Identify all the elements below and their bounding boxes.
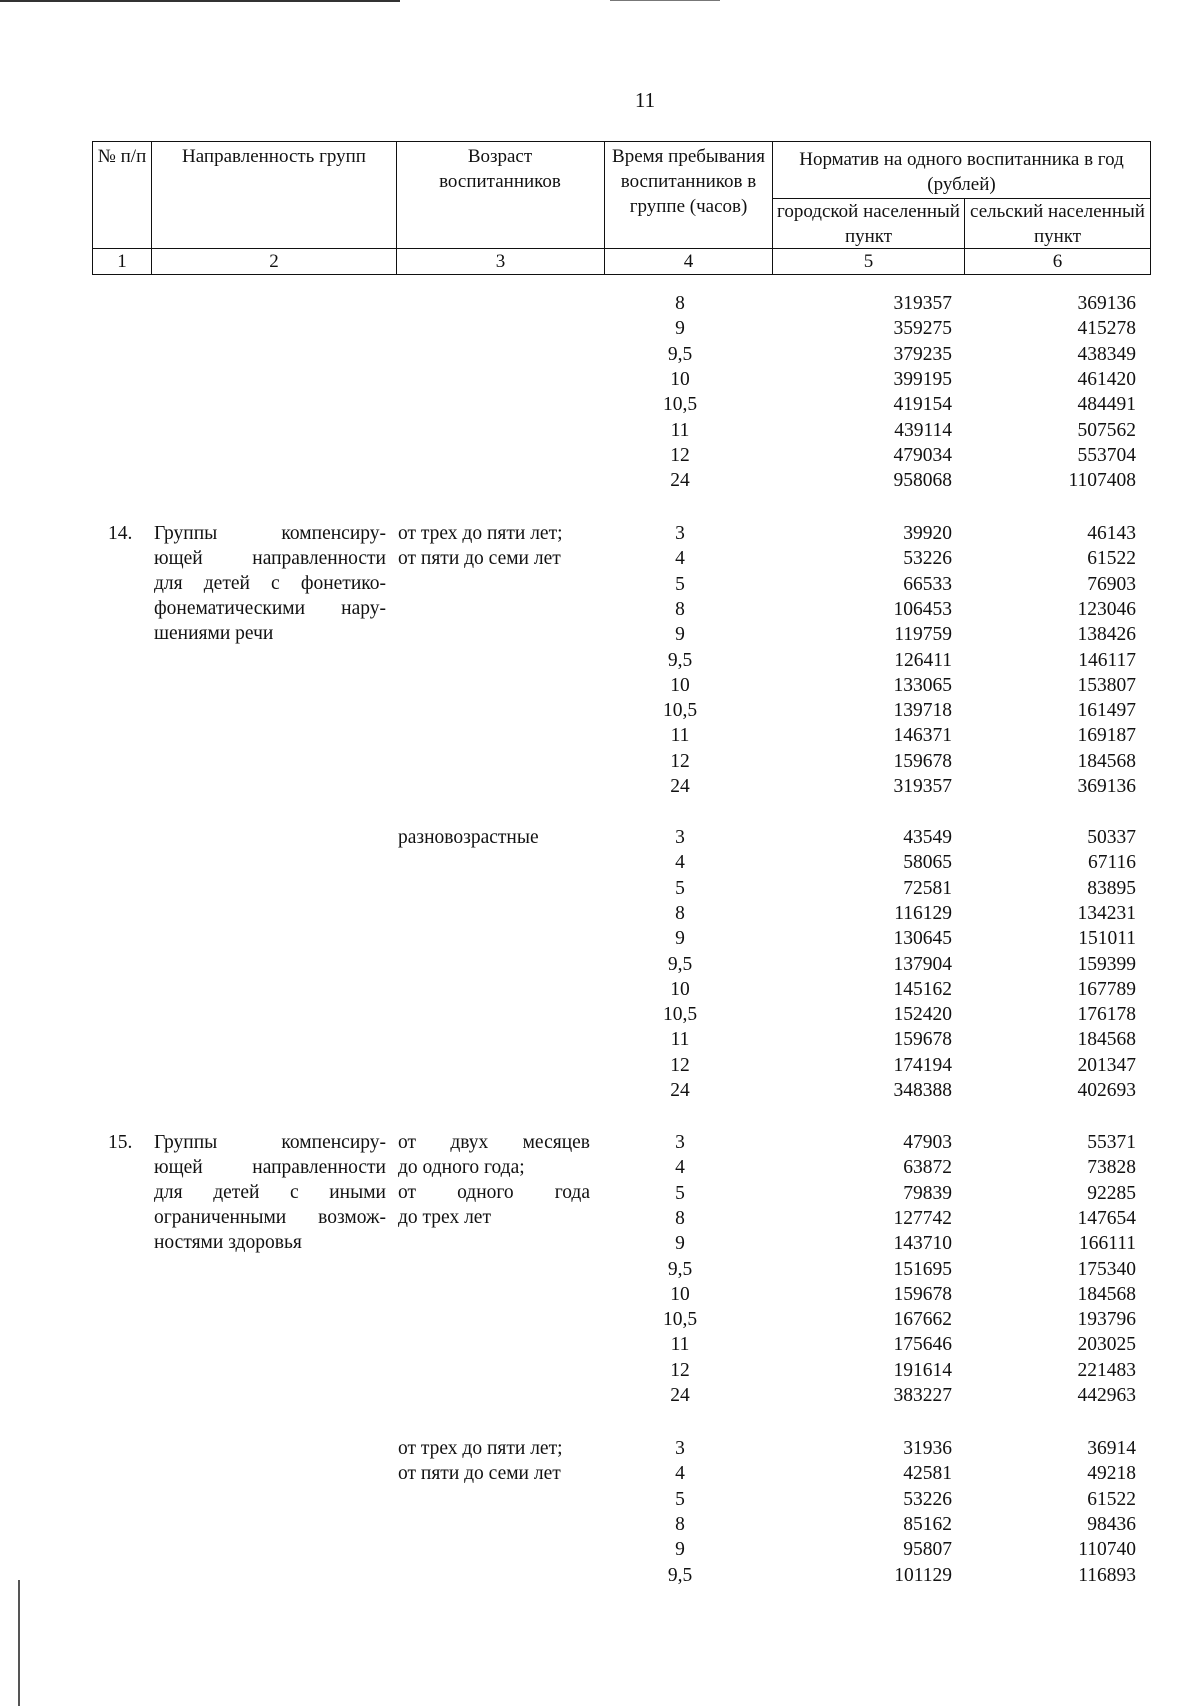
table-row xyxy=(0,622,1200,647)
rural-norm-cell: 147654 xyxy=(1077,1207,1136,1229)
urban-norm-cell: 359275 xyxy=(893,318,952,340)
urban-norm-cell: 85162 xyxy=(903,1513,952,1535)
urban-norm-cell: 53226 xyxy=(903,548,952,570)
rural-norm-cell: 161497 xyxy=(1077,700,1136,722)
rural-norm-cell: 221483 xyxy=(1077,1359,1136,1381)
rural-norm-cell: 67116 xyxy=(1087,852,1136,874)
rural-norm-cell: 50337 xyxy=(1087,827,1136,848)
hours-cell: 4 xyxy=(675,548,685,570)
table-header xyxy=(0,0,1200,290)
table-row xyxy=(0,1436,1200,1461)
urban-norm-cell: 319357 xyxy=(893,776,952,797)
header-colnum-4: 4 xyxy=(683,251,694,272)
header-top-border xyxy=(92,141,1150,142)
table-row xyxy=(0,1231,1200,1256)
urban-norm-cell: 79839 xyxy=(903,1182,952,1204)
rural-norm-cell: 167789 xyxy=(1077,978,1136,1000)
urban-norm-cell: 106453 xyxy=(893,598,952,620)
table-row xyxy=(0,572,1200,597)
rural-norm-cell: 134231 xyxy=(1077,902,1136,924)
rural-norm-cell: 110740 xyxy=(1078,1539,1136,1561)
rural-norm-cell: 166111 xyxy=(1078,1233,1136,1255)
urban-norm-cell: 31936 xyxy=(903,1438,952,1459)
rural-norm-cell: 369136 xyxy=(1077,776,1136,797)
rural-norm-cell: 461420 xyxy=(1077,368,1136,390)
group-direction-line: Группы компенсиру- xyxy=(154,1132,386,1153)
rural-norm-cell: 484491 xyxy=(1077,394,1136,416)
group-direction-line: ющей направленности xyxy=(154,1157,386,1178)
hours-cell: 8 xyxy=(675,1207,685,1229)
urban-norm-cell: 167662 xyxy=(893,1309,952,1331)
header-direction: Направленность групп xyxy=(182,146,366,167)
hours-cell: 3 xyxy=(675,1438,685,1459)
rural-norm-cell: 98436 xyxy=(1087,1513,1136,1535)
hours-cell: 12 xyxy=(670,444,690,466)
urban-norm-cell: 53226 xyxy=(903,1488,952,1510)
hours-cell: 9,5 xyxy=(667,649,693,671)
header-colnum-1: 1 xyxy=(117,251,127,272)
group-direction-line: фонематическими нару- xyxy=(154,598,386,619)
rural-norm-cell: 169187 xyxy=(1077,725,1136,747)
urban-norm-cell: 174194 xyxy=(893,1054,952,1076)
header-colnum-2: 2 xyxy=(269,251,279,272)
urban-norm-cell: 139718 xyxy=(893,700,952,722)
table-row xyxy=(0,1078,1200,1103)
group-age-line: от пяти до семи лет xyxy=(398,548,561,569)
rural-norm-cell: 507562 xyxy=(1077,419,1136,441)
hours-cell: 10 xyxy=(670,1283,690,1305)
hours-cell: 3 xyxy=(675,827,685,848)
hours-cell: 4 xyxy=(675,1157,685,1179)
hours-cell: 3 xyxy=(675,1132,685,1153)
urban-norm-cell: 127742 xyxy=(893,1207,952,1229)
hours-cell: 9 xyxy=(675,318,685,340)
header-colnum-5: 5 xyxy=(863,251,874,272)
header-bottom-border xyxy=(92,274,1150,275)
rural-norm-cell: 203025 xyxy=(1077,1334,1136,1356)
table-row xyxy=(0,443,1200,468)
table-row xyxy=(0,1487,1200,1512)
table-row xyxy=(0,1130,1200,1155)
hours-cell: 5 xyxy=(675,573,685,595)
hours-cell: 9 xyxy=(675,1539,685,1561)
urban-norm-cell: 958068 xyxy=(893,470,952,492)
hours-cell: 3 xyxy=(675,523,685,544)
table-row xyxy=(0,1563,1200,1588)
urban-norm-cell: 319357 xyxy=(893,293,952,314)
rural-norm-cell: 369136 xyxy=(1077,293,1136,314)
table-row xyxy=(0,876,1200,901)
hours-cell: 10,5 xyxy=(662,394,698,416)
table-row xyxy=(0,1053,1200,1078)
urban-norm-cell: 66533 xyxy=(903,573,952,595)
hours-cell: 24 xyxy=(670,1385,690,1406)
table-row xyxy=(0,1206,1200,1231)
hours-cell: 9,5 xyxy=(667,1564,693,1586)
hours-cell: 10 xyxy=(670,978,690,1000)
rural-norm-cell: 73828 xyxy=(1087,1157,1136,1179)
rural-norm-cell: 92285 xyxy=(1087,1182,1136,1204)
hours-cell: 24 xyxy=(670,470,690,492)
rural-norm-cell: 553704 xyxy=(1077,444,1136,466)
group-age-line: разновозрастные xyxy=(398,827,539,848)
rural-norm-cell: 138426 xyxy=(1077,624,1136,646)
scan-artifact-left-edge xyxy=(18,1580,20,1706)
urban-norm-cell: 151695 xyxy=(893,1258,952,1280)
hours-cell: 9 xyxy=(675,624,685,646)
table-row xyxy=(0,977,1200,1002)
group-age-line: от трех до пяти лет; xyxy=(398,523,563,544)
table-row xyxy=(0,1002,1200,1027)
table-row xyxy=(0,673,1200,698)
urban-norm-cell: 439114 xyxy=(894,419,952,441)
table-row xyxy=(0,1181,1200,1206)
urban-norm-cell: 379235 xyxy=(893,343,952,365)
rural-norm-cell: 175340 xyxy=(1077,1258,1136,1280)
rural-norm-cell: 153807 xyxy=(1077,674,1136,696)
table-row xyxy=(0,1358,1200,1383)
table-row xyxy=(0,342,1200,367)
group-age-line: от двух месяцев xyxy=(398,1132,590,1153)
hours-cell: 8 xyxy=(675,1513,685,1535)
urban-norm-cell: 130645 xyxy=(893,928,952,950)
urban-norm-cell: 383227 xyxy=(893,1385,952,1406)
rural-norm-cell: 184568 xyxy=(1077,1283,1136,1305)
table-row xyxy=(0,367,1200,392)
hours-cell: 11 xyxy=(670,1334,690,1356)
urban-norm-cell: 419154 xyxy=(893,394,952,416)
rural-norm-cell: 76903 xyxy=(1087,573,1136,595)
hours-cell: 8 xyxy=(675,598,685,620)
rural-norm-cell: 151011 xyxy=(1078,928,1136,950)
table-row xyxy=(0,952,1200,977)
urban-norm-cell: 47903 xyxy=(903,1132,952,1153)
urban-norm-cell: 39920 xyxy=(903,523,952,544)
urban-norm-cell: 43549 xyxy=(903,827,952,848)
rural-norm-cell: 1107408 xyxy=(1068,470,1136,492)
header-rural: сельский населенный пункт xyxy=(970,201,1145,247)
urban-norm-cell: 146371 xyxy=(893,725,952,747)
table-row xyxy=(0,291,1200,316)
urban-norm-cell: 42581 xyxy=(903,1463,952,1485)
table-row xyxy=(0,521,1200,546)
hours-cell: 4 xyxy=(675,852,685,874)
urban-norm-cell: 143710 xyxy=(893,1233,952,1255)
urban-norm-cell: 175646 xyxy=(893,1334,952,1356)
header-norm: Норматив на одного воспитанника в год (рублей) xyxy=(799,149,1124,195)
urban-norm-cell: 159678 xyxy=(893,1029,952,1051)
urban-norm-cell: 152420 xyxy=(893,1004,952,1026)
group-age-line: от пяти до семи лет xyxy=(398,1463,561,1484)
rural-norm-cell: 61522 xyxy=(1087,548,1136,570)
group-direction-line: для детей с фонетико- xyxy=(154,573,386,594)
table-row xyxy=(0,926,1200,951)
rural-norm-cell: 402693 xyxy=(1077,1080,1136,1101)
table-row xyxy=(0,1027,1200,1052)
table-row xyxy=(0,418,1200,443)
group-age-line: до трех лет xyxy=(398,1207,491,1228)
hours-cell: 9 xyxy=(675,928,685,950)
group-direction-line: шениями речи xyxy=(154,623,274,644)
table-row xyxy=(0,1332,1200,1357)
rural-norm-cell: 184568 xyxy=(1077,750,1136,772)
group-number: 15. xyxy=(108,1132,133,1153)
group-age-line: до одного года; xyxy=(398,1157,525,1178)
urban-norm-cell: 348388 xyxy=(893,1080,952,1101)
hours-cell: 11 xyxy=(670,1029,690,1051)
hours-cell: 8 xyxy=(675,902,685,924)
table-row xyxy=(0,546,1200,571)
hours-cell: 10 xyxy=(670,674,690,696)
urban-norm-cell: 133065 xyxy=(893,674,952,696)
rural-norm-cell: 176178 xyxy=(1077,1004,1136,1026)
urban-norm-cell: 159678 xyxy=(893,750,952,772)
header-age: Возраст воспитанников xyxy=(439,146,561,192)
table-row xyxy=(0,597,1200,622)
urban-norm-cell: 145162 xyxy=(893,978,952,1000)
group-direction-line: Группы компенсиру- xyxy=(154,523,386,544)
table-row xyxy=(0,698,1200,723)
table-row xyxy=(0,1307,1200,1332)
urban-norm-cell: 101129 xyxy=(894,1564,952,1586)
table-row xyxy=(0,774,1200,799)
rural-norm-cell: 36914 xyxy=(1087,1438,1136,1459)
group-direction-line: ностями здоровья xyxy=(154,1232,302,1253)
rural-norm-cell: 123046 xyxy=(1077,598,1136,620)
hours-cell: 10,5 xyxy=(662,1004,698,1026)
rural-norm-cell: 159399 xyxy=(1077,953,1136,975)
header-num: № п/п xyxy=(97,146,147,167)
group-direction-line: ограниченными возмож- xyxy=(154,1207,386,1228)
urban-norm-cell: 72581 xyxy=(903,877,952,899)
rural-norm-cell: 442963 xyxy=(1077,1385,1136,1406)
hours-cell: 8 xyxy=(675,293,685,314)
hours-cell: 12 xyxy=(670,1359,690,1381)
table-row xyxy=(0,1461,1200,1486)
hours-cell: 5 xyxy=(675,1182,685,1204)
hours-cell: 11 xyxy=(670,419,690,441)
hours-cell: 5 xyxy=(675,877,685,899)
urban-norm-cell: 116129 xyxy=(894,902,952,924)
table-row xyxy=(0,1512,1200,1537)
urban-norm-cell: 191614 xyxy=(893,1359,952,1381)
rural-norm-cell: 49218 xyxy=(1087,1463,1136,1485)
rural-norm-cell: 83895 xyxy=(1087,877,1136,899)
table-row xyxy=(0,825,1200,850)
hours-cell: 5 xyxy=(675,1488,685,1510)
page-number: 11 xyxy=(634,88,656,112)
table-row xyxy=(0,850,1200,875)
rural-norm-cell: 438349 xyxy=(1077,343,1136,365)
urban-norm-cell: 119759 xyxy=(894,624,952,646)
table-row xyxy=(0,1383,1200,1408)
table-row xyxy=(0,901,1200,926)
hours-cell: 24 xyxy=(670,1080,690,1101)
rural-norm-cell: 61522 xyxy=(1087,1488,1136,1510)
table-row xyxy=(0,1537,1200,1562)
urban-norm-cell: 58065 xyxy=(903,852,952,874)
table-row xyxy=(0,1282,1200,1307)
hours-cell: 12 xyxy=(670,1054,690,1076)
hours-cell: 9 xyxy=(675,1233,685,1255)
urban-norm-cell: 479034 xyxy=(893,444,952,466)
group-direction-line: для детей с иными xyxy=(154,1182,386,1203)
table-row xyxy=(0,749,1200,774)
group-number: 14. xyxy=(108,523,133,544)
hours-cell: 9,5 xyxy=(667,1258,693,1280)
table-row xyxy=(0,1257,1200,1282)
table-row xyxy=(0,723,1200,748)
rural-norm-cell: 415278 xyxy=(1077,318,1136,340)
rural-norm-cell: 116893 xyxy=(1078,1564,1136,1586)
header-colnum-3: 3 xyxy=(495,251,506,272)
header-vline-6 xyxy=(1150,141,1151,275)
table-row xyxy=(0,1155,1200,1180)
rural-norm-cell: 184568 xyxy=(1077,1029,1136,1051)
table-row xyxy=(0,468,1200,493)
hours-cell: 9,5 xyxy=(667,953,693,975)
rural-norm-cell: 201347 xyxy=(1077,1054,1136,1076)
hours-cell: 10 xyxy=(670,368,690,390)
header-colnum-6: 6 xyxy=(1052,251,1063,272)
urban-norm-cell: 63872 xyxy=(903,1157,952,1179)
hours-cell: 10,5 xyxy=(662,700,698,722)
hours-cell: 12 xyxy=(670,750,690,772)
urban-norm-cell: 95807 xyxy=(903,1539,952,1561)
rural-norm-cell: 46143 xyxy=(1087,523,1136,544)
group-age-line: от трех до пяти лет; xyxy=(398,1438,563,1459)
urban-norm-cell: 126411 xyxy=(894,649,952,671)
rural-norm-cell: 193796 xyxy=(1077,1309,1136,1331)
urban-norm-cell: 159678 xyxy=(893,1283,952,1305)
table-row xyxy=(0,392,1200,417)
hours-cell: 4 xyxy=(675,1463,685,1485)
header-time: Время пребывания воспитанников в группе (часов) xyxy=(612,146,765,217)
hours-cell: 9,5 xyxy=(667,343,693,365)
hours-cell: 24 xyxy=(670,776,690,797)
header-urban: городской населенный пункт xyxy=(777,201,960,247)
hours-cell: 10,5 xyxy=(662,1309,698,1331)
urban-norm-cell: 399195 xyxy=(893,368,952,390)
group-age-line: от одного года xyxy=(398,1182,590,1203)
table-row xyxy=(0,648,1200,673)
urban-norm-cell: 137904 xyxy=(893,953,952,975)
rural-norm-cell: 146117 xyxy=(1078,649,1136,671)
table-row xyxy=(0,316,1200,341)
rural-norm-cell: 55371 xyxy=(1087,1132,1136,1153)
group-direction-line: ющей направленности xyxy=(154,548,386,569)
hours-cell: 11 xyxy=(670,725,690,747)
